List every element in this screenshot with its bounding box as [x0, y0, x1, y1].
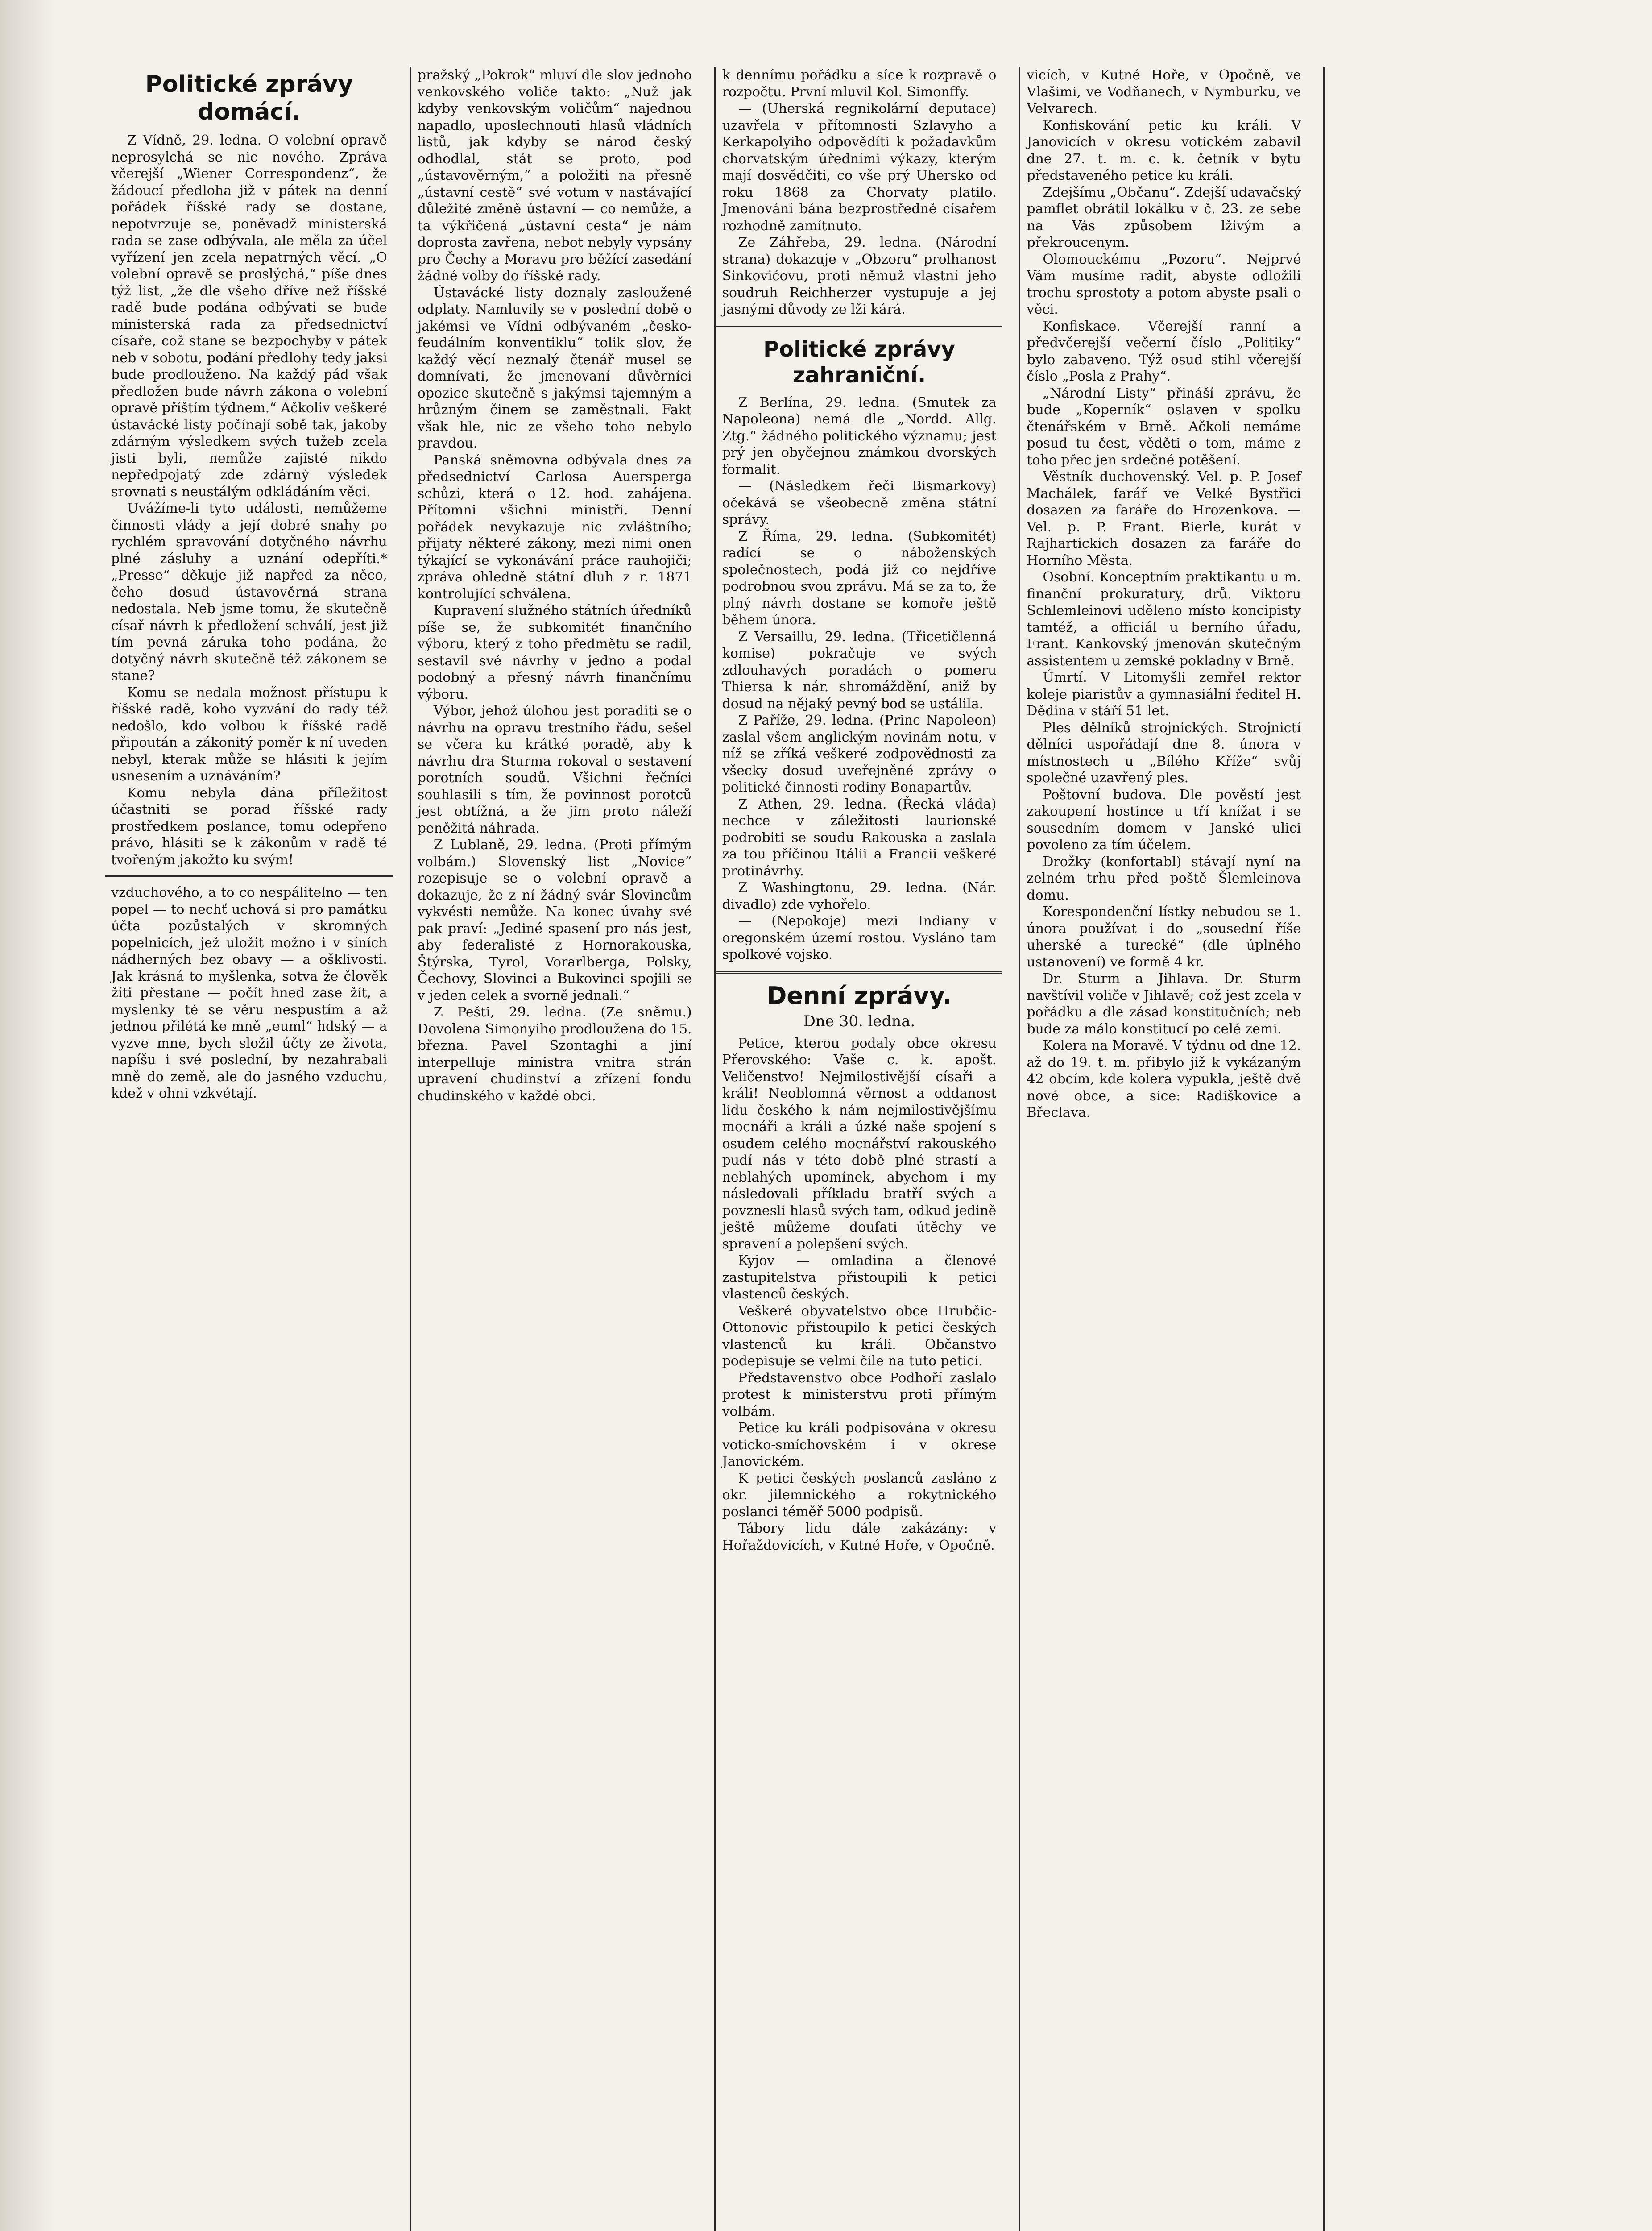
column-2	[410, 67, 698, 2231]
column-divider	[105, 875, 393, 877]
heading-daily-news: Denní zprávy.	[766, 981, 952, 1010]
article-sturm: Dr. Sturm a Jihlava. Dr. Sturm navštívil voliče v Jihlavě; což jest zcela v pořádku a dle zásad konstitučních; neb bude za málo konstitucí po celé zemi.	[1027, 971, 1301, 1037]
heading-foreign-politics: Politické zprávy zahraniční.	[763, 336, 955, 388]
article-pokrok: pražský „Pokrok“ mluví dle slov jednoho venkovského voliče takto: „Nuž jak kdyby venkovským voličům“ najednou napadlo, uposlechnouti hlasů vládních listů, jak kdyby se národ český odhodlal, stát se proto, pod „ústavověrným,“ a položiti na přesně „ústavní cestě“ své votum v nastávající důležité změně ústavní — co nemůže, a ta výkřičená „ústavní cesta“ je nám doprosta zavřena, nebot nebyly vypsány pro Čechy a Moravu pro běžící zasedání žádné volby do říšské rady.	[417, 67, 692, 284]
article-presse: Uvážíme-li tyto události, nemůžeme činnosti vlády a její dobré snahy po rychlém spravování dotyčného návrhu plné zásluhy a uznání odepříti.* „Presse“ děkuje již napřed za něco, čeho dosud ústavověrná strana nedostala. Neb jsme tomu, že skutečně císař návrh k předložení schválí, jest již tím pevná záruka toho podána, že dotyčný návrh skutečně též zákonem se stane?	[111, 501, 387, 684]
article-podhori: Představenstvo obce Podhoří zaslalo protest k ministerstvu proti přímým volbám.	[722, 1370, 997, 1419]
article-bismarck: — (Následkem řeči Bismarkovy) očekává se všeobecně změna státní správy.	[722, 478, 997, 527]
article-trial-committee: Výbor, jehož úlohou jest poraditi se o návrhu na opravu trestního řádu, sešel se včera ku krátké poradě, aby k návrhu dra Sturma rokoval o sestavení porotních soudů. Všichni řečníci souhlasili s tím, že povinnost porotců jest obtížná, a že jim proto náleží peněžitá náhrada.	[417, 703, 692, 836]
heading-domestic-politics: Politické zprávy domácí.	[145, 71, 353, 125]
article-feuilleton: vzduchového, a to co nespálitelno — ten popel — to nechť uchová si pro památku účta pozůstalých v skromných popelnicích, jež uložit možno i v síních nádherných bez obavy — a ošklivosti. Jak krásná to myšlenka, sotva že člověk žíti přestane — počít hned zase žít, a myslenky té se věru nespustím a až jednou přilétá ke mně „euml“ hdský — a vyzve mne, bych složil účty ze života, napíšu i své poslední, by nezahrabali mně do země, ale do jasného vzduchu, kdež v ohni vzkvétají.	[111, 885, 387, 1101]
article-tabory: Tábory lidu dále zakázány: v Hořaždovicích, v Kutné Hoře, v Opočně.	[722, 1521, 997, 1553]
daily-news-date: Dne 30. ledna.	[803, 1012, 915, 1030]
article-hrubcice: Veškeré obyvatelstvo obce Hrubčic-Ottonovic přistoupilo k petici českých vlastenců ku králi. Občanstvo podepisuje se velmi čile na tuto petici.	[722, 1303, 997, 1369]
column-3	[714, 67, 1003, 2231]
article-hungarian-deputation: — (Uherská regnikolární deputace) uzavřela v přítomnosti Szlavyho a Kerkapolyiho odpovědíti k požadavkům chorvatským úředními výkazy, kterým mají dosvědčiti, co vše prý Uhersko od roku 1868 za Chorvaty platilo. Jmenování bána bezprostředně císařem rozhodně zamítnuto.	[722, 101, 997, 234]
article-ples: Ples dělníků strojnických. Strojnictí dělníci uspořádají dne 8. února v místnostech u „Bílého Kříže“ svůj společné uzavřený ples.	[1027, 720, 1301, 786]
article-drozky: Drožky (konfortabl) stávají nyní na zelném trhu před poště Šlemleinova domu.	[1027, 854, 1301, 903]
article-korespondencni: Korespondenční lístky nebudou se 1. února používat i do „sousední říše uherské a turecké“ (dle úplného ustanovení) ve formě 4 kr.	[1027, 904, 1301, 970]
article-athens: Z Athen, 29. ledna. (Řecká vláda) nechce v záležitosti laurionské podrobiti se soudu Rakouska a zaslala za tou příčinou Itálii a Francii veškeré protinávrhy.	[722, 796, 997, 879]
article-kyjov: Kyjov — omladina a členové zastupitelstva přistoupili k petici vlastenců českých.	[722, 1253, 997, 1302]
column-grid	[105, 67, 1612, 2231]
article-confiscation-petitions: Konfiskování petic ku králi. V Janovicích v okresu votickém zabavil dne 27. t. m. c. k. četník v bytu představeného petice ku králi.	[1027, 117, 1301, 183]
column-1	[105, 67, 393, 2231]
section-divider-2	[716, 971, 1003, 974]
column-5-empty	[1323, 67, 1612, 2231]
article-kolera: Kolera na Moravě. V týdnu od dne 12. až do 19. t. m. přibylo již k vykázaným 42 obcím, kde kolera vypukla, ještě dvě nové obce, a sice: Radiškovice a Břeclava.	[1027, 1038, 1301, 1120]
article-washington: Z Washingtonu, 29. ledna. (Nár. divadlo) zde vyhořelo.	[722, 880, 997, 912]
article-paris: Z Paříže, 29. ledna. (Princ Napoleon) zaslal všem anglickým novinám notu, v níž se zříká veškeré zodpovědnosti za všecky dosud uveřejněné zprávy o politické činnosti rodiny Bonapartův.	[722, 713, 997, 795]
article-officials-pay: Kupravení služného státních úředníků píše se, že subkomitét finančního výboru, který z toho předmětu se radil, sestavil své návrhy v jedno a podal podobný a přesný návrh finančnímu výboru.	[417, 603, 692, 702]
article-postovni-budova: Poštovní budova. Dle pověstí jest zakoupení hostince u tří knížat i se sousedním domem v Janské ulici povoleno za tím účelem.	[1027, 787, 1301, 853]
article-pest-cont: k dennímu pořádku a síce k rozpravě o rozpočtu. První mluvil Kol. Simonffy.	[722, 67, 997, 100]
article-versailles: Z Versaillu, 29. ledna. (Třicetičlenná komise) pokračuje ve svých zdlouhavých poradách o pomeru Thiersa k nár. shromáždění, aniž by dosud na nějaký pevný bod se ustálila.	[722, 629, 997, 712]
article-pest: Z Pešti, 29. ledna. (Ze sněmu.) Dovolena Simonyiho prodloužena do 15. března. Pavel Szontaghi a jiní interpelluje ministra vnitra strán upravení chudinství a zřízení fondu chudinského v každé obci.	[417, 1004, 692, 1104]
article-petition-prerov: Petice, kterou podaly obce okresu Přerovského: Vaše c. k. apošt. Veličenstvo! Nejmilostivější císaři a králi! Neoblomná věrnost a oddanost lidu českého k nám nejmilostivějšímu mocnáři a králi a úzké naše spojení s osudem celého mocnářství rakouského pudí nás v této době plné strastí a neblahých upomínek, abychom i my následovali příkladu bratří svých a povznesli hlasů svých tam, odkud jedině ještě můžeme doufati útěchy ve spravení a polepšení svých.	[722, 1035, 997, 1252]
article-spaced-conclusion: Komu nebyla dána příležitost účastniti se porad říšské rady prostředkem poslance, tomu odepřeno právo, hlásiti se k zákonům v radě té tvořeným jakožto ku svým!	[111, 785, 387, 868]
article-umrti: Úmrtí. V Litomyšli zemřel rektor koleje piaristův a gymnasiální ředitel H. Dědina v stáří 51 let.	[1027, 670, 1301, 719]
article-petition-deputies: K petici českých poslanců zaslánо z okr. jilemnického a rokytnického poslanci téměř 5000 podpisů.	[722, 1470, 997, 1520]
article-access: Komu se nedala možnost přístupu k říšské radě, koho vyzvání do rady též nedošlo, kdo volbou k říšské radě připoután a zákonitý poměr k ní uveden nebyl, kterak může se hlásiti k jejím usnesením a uznáváním?	[111, 684, 387, 784]
article-zagreb: Ze Záhřeba, 29. ledna. (Národní strana) dokazuje v „Obzoru“ prolhanost Sinkovićovu, proti němuž vlastní jeho soudruh Reichherzer vystupuje a jej jasnými důvody ze lži kárá.	[722, 235, 997, 317]
article-tabory-cont: vicích, v Kutné Hoře, v Opočně, ve Vlašimi, ve Vodňanech, v Nymburku, ve Velvarech.	[1027, 67, 1301, 116]
article-vienna: Z Vídně, 29. ledna. O volební opravě neprosylchá se nic nového. Zpráva včerejší „Wiener Correspondenz“, že žádoucí předloha již v pátek na denní pořádek říšské rady se dostane, nepotvrzuje se, poněvadž ministerská rada se zase odbývala, ale měla za účel vyřízení jen zcela nepatrných věcí. „O volební opravě se proslýchá,“ píše dnes týž list, „že dle všeho dříve než říšské radě bude podána odbývati se bude ministerská rada za předsednictví císaře, což stane se bezpochyby v pátek neb v sobotu, podání předlohy tedy jaksi bude prodlouženo. Na každý pád však předložen bude návrh zákona o volební opravě příštím týdnem.“ Ačkoliv veškeré ústavácké listy počínají sobě tak, jakoby zdárným výsledkem svých tužeb zcela jisti byli, nemůže zajisté nikdo nepředpojatý zde zdárný výsledek srovnati s neustálým odkládáním věci.	[111, 133, 387, 500]
column-4	[1019, 67, 1307, 2231]
article-berlin: Z Berlína, 29. ledna. (Smutek za Napoleona) nemá dle „Nordd. Allg. Ztg.“ žádného politického významu; jest prý jen obyčejnou známkou dvorských formalit.	[722, 394, 997, 477]
article-vestnik: Věstník duchovenský. Vel. p. P. Josef Machálek, farář ve Velké Bystřici dosazen za faráře do Hrozenkova. — Vel. p. P. Frant. Bierle, kurát v Rajhartickich dosazen za faráře do Horního Města.	[1027, 469, 1301, 568]
page-binding-shadow	[0, 0, 54, 2231]
article-ustavacke-listy: Ústavácké listy doznaly zasloužené odplaty. Namluvily se v poslední době o jakémsi ve Vídni odbývaném „česko-feudálním konventiklu“ tolik slov, že každý věcí neznalý čtenář musel se domnívati, že jmenovaní důvěrníci opozice skutečně s jakýmsi tajemným a hrůzným činem se zaměstnali. Fakt však hle, nic ze všeho toho nebylo pravdou.	[417, 285, 692, 451]
article-ljubljana: Z Lublaně, 29. ledna. (Proti přímým volbám.) Slovenský list „Novice“ rozepisuje se o volební opravě a dokazuje, že z ní žádný svár Slovincům vykvésti nemůže. Na konec úvahy své pak praví: „Jediné spasení pro nás jest, aby federalisté z Hornorakouska, Štýrska, Tyrol, Vorarlberga, Polsky, Čechovy, Slovinci a Bukovinci spojili se v jeden celek a svorně jednali.“	[417, 837, 692, 1004]
section-divider	[716, 326, 1003, 328]
article-rome: Z Říma, 29. ledna. (Subkomitét) radící se o náboženských společnostech, podá již co nejdříve podrobnou svou zprávu. Má se za to, že plný návrh dostane se komoře ještě během února.	[722, 528, 997, 628]
article-obcan: Zdejšímu „Občanu“. Zdejší udavačský pamflet obrátil lokálku v č. 23. ze sebe na Vás způsobem lživým a překroucenym.	[1027, 184, 1301, 250]
article-panska-snemovna: Panská sněmovna odbývala dnes za předsednictví Carlosa Auersperga schůzi, která o 12. hod. zahájena. Přítomni všichni ministři. Denní pořádek nevykazuje nic zvláštního; přijaty některé zákony, mezi nimi onen týkající se vykonávání práce rauhojiči; zpráva ohledně státní dluh z r. 1871 kontrolující schválena.	[417, 452, 692, 602]
article-pozor: Olomouckému „Pozoru“. Nejprvé Vám musíme radit, abyste odložili trochu sprostoty a potom abyste psali o věci.	[1027, 251, 1301, 317]
article-petition-king: Petice ku králi podpisována v okresu voticko-smíchovském i v okrese Janovickém.	[722, 1420, 997, 1469]
article-konfiskace: Konfiskace. Včerejší ranní a předvčerejší večerní číslo „Politiky“ bylo zabaveno. Týž osud stihl včerejší číslo „Posla z Prahy“.	[1027, 318, 1301, 384]
article-narodni-listy: „Národní Listy“ přináší zprávu, že bude „Koperník“ oslaven v spolku čtenářském v Brně. Ačkoli nemáme posud tu čest, věděti o tom, máme z toho přec jen srdečné potěšení.	[1027, 385, 1301, 468]
article-osobni: Osobní. Konceptním praktikantu u m. finanční prokuratury, drů. Viktoru Schlemleinovi uděleno místo koncipisty tamtéž, a officiál u berního úřadu, Frant. Kankovský jmenován skutečným assistentem u zemské pokladny v Brně.	[1027, 569, 1301, 669]
article-oregon: — (Nepokoje) mezi Indiany v oregonském území rostou. Vysláno tam spolkové vojsko.	[722, 913, 997, 962]
